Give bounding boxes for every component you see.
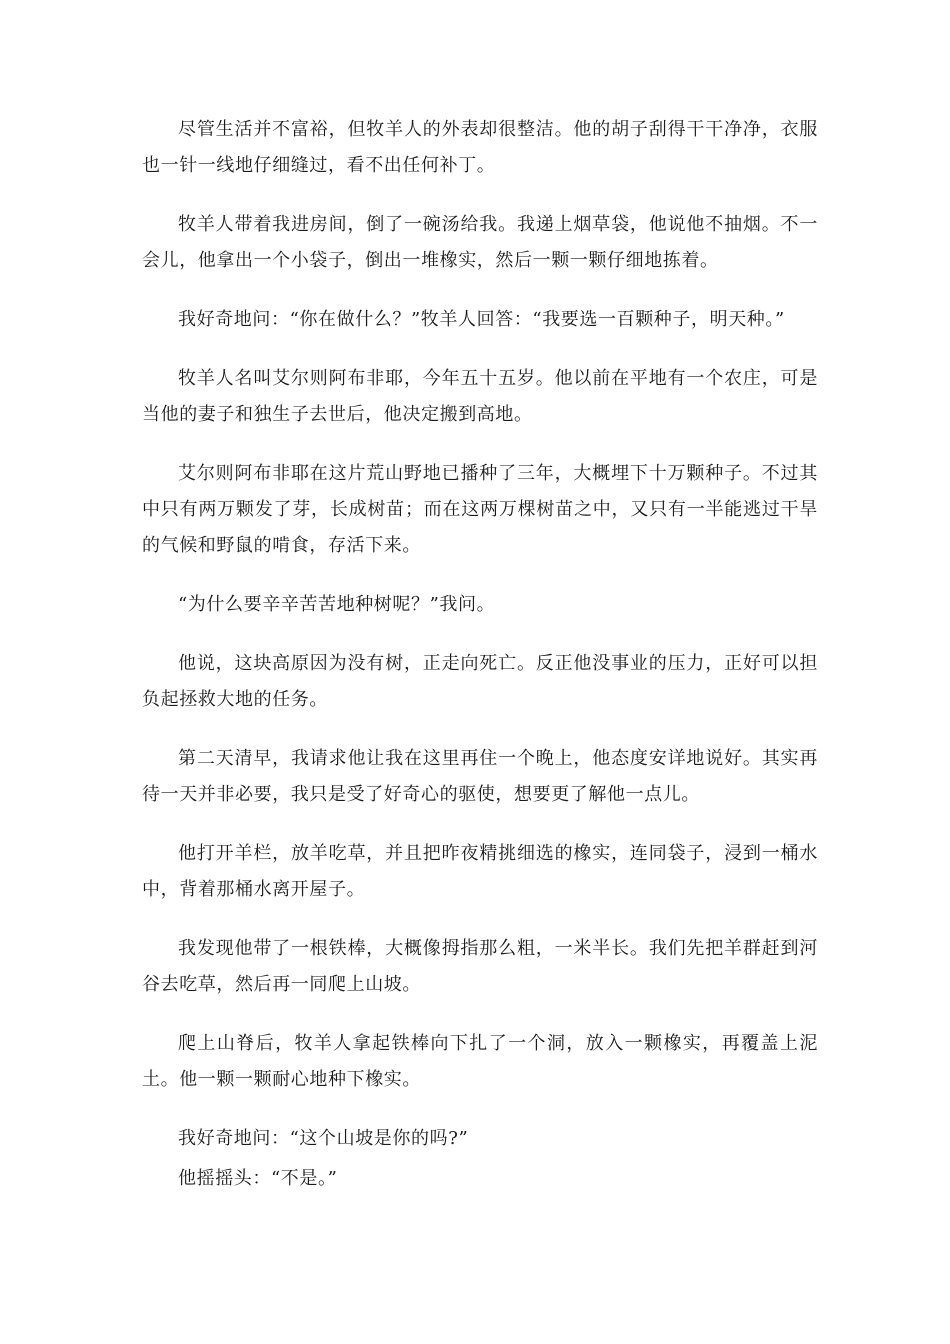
paragraph-5: 艾尔则阿布非耶在这片荒山野地已播种了三年，大概埋下十万颗种子。不过其中只有两万颗发了芽，长成树苗；而在这两万棵树苗之中，又只有一半能逃过干旱的气候和野鼠的啃食，存活下来。 bbox=[142, 463, 818, 556]
paragraph-10: 我发现他带了一根铁棒，大概像拇指那么粗，一米半长。我们先把羊群赶到河谷去吃草，然后再一同爬上山坡。 bbox=[142, 938, 818, 995]
document-body bbox=[142, 112, 818, 1220]
paragraph-3: 我好奇地问：“你在做什么？”牧羊人回答：“我要选一百颗种子，明天种。” bbox=[178, 309, 785, 330]
paragraph-9: 他打开羊栏，放羊吃草，并且把昨夜精挑细选的橡实，连同袋子，浸到一桶水中，背着那桶水离开屋子。 bbox=[142, 843, 818, 900]
paragraph-13: 他摇摇头：“不是。” bbox=[178, 1168, 338, 1189]
paragraph-4: 牧羊人名叫艾尔则阿布非耶，今年五十五岁。他以前在平地有一个农庄，可是当他的妻子和独生子去世后，他决定搬到高地。 bbox=[142, 368, 818, 425]
paragraph-1: 尽管生活并不富裕，但牧羊人的外表却很整洁。他的胡子刮得干干净净，衣服也一针一线地仔细缝过，看不出任何补丁。 bbox=[142, 119, 818, 176]
paragraph-2: 牧羊人带着我进房间，倒了一碗汤给我。我递上烟草袋，他说他不抽烟。不一会儿，他拿出一个小袋子，倒出一堆橡实，然后一颗一颗仔细地拣着。 bbox=[142, 214, 818, 271]
paragraph-6: “为什么要辛辛苦苦地种树呢？”我问。 bbox=[178, 594, 496, 615]
paragraph-11: 爬上山脊后，牧羊人拿起铁棒向下扎了一个洞，放入一颗橡实，再覆盖上泥土。他一颗一颗耐心地种下橡实。 bbox=[142, 1033, 818, 1090]
paragraph-8: 第二天清早，我请求他让我在这里再住一个晚上，他态度安详地说好。其实再待一天并非必要，我只是受了好奇心的驱使，想要更了解他一点儿。 bbox=[142, 748, 818, 805]
paragraph-7: 他说，这块高原因为没有树，正走向死亡。反正他没事业的压力，正好可以担负起拯救大地的任务。 bbox=[142, 653, 818, 710]
paragraph-12: 我好奇地问：“这个山坡是你的吗?” bbox=[178, 1128, 469, 1149]
